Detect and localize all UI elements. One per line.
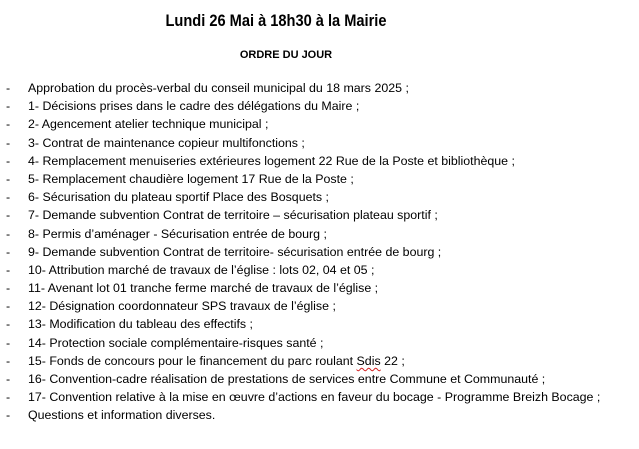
meeting-title: Lundi 26 Mai à 18h30 à la Mairie bbox=[165, 11, 387, 30]
agenda-item-text: 6- Sécurisation du plateau sportif Place des Bosquets ; bbox=[28, 190, 329, 205]
agenda-item-text: 1- Décisions prises dans le cadre des délégations du Maire ; bbox=[28, 99, 360, 114]
agenda-item-text: 5- Remplacement chaudière logement 17 Rue de la Poste ; bbox=[28, 171, 354, 186]
agenda-item-text: 9- Demande subvention Contrat de territoire- sécurisation entrée de bourg ; bbox=[28, 244, 442, 259]
agenda-item-text: 17- Convention relative à la mise en œuvre d’actions en faveur du bocage - Programme Breizh Bocage ; bbox=[28, 390, 601, 405]
agenda-item-text-part: 15- Fonds de concours pour le financement du parc roulant bbox=[28, 353, 357, 368]
agenda-item-text: 8- Permis d’aménager - Sécurisation entrée de bourg ; bbox=[28, 226, 327, 241]
agenda-item-text: 3- Contrat de maintenance copieur multifonctions ; bbox=[28, 135, 305, 150]
bullet-dash: - bbox=[6, 317, 11, 332]
spellcheck-flagged-word: Sdis bbox=[356, 353, 381, 368]
agenda-heading: ORDRE DU JOUR bbox=[239, 49, 333, 61]
bullet-dash: - bbox=[6, 171, 11, 186]
bullet-dash: - bbox=[6, 353, 11, 368]
bullet-dash: - bbox=[6, 408, 11, 423]
bullet-dash: - bbox=[6, 372, 11, 386]
agenda-item-text: Approbation du procès-verbal du conseil municipal du 18 mars 2025 ; bbox=[28, 81, 409, 95]
agenda-item-text: 2- Agencement atelier technique municipal ; bbox=[28, 117, 269, 132]
bullet-dash: - bbox=[6, 135, 11, 150]
bullet-dash: - bbox=[6, 262, 11, 277]
bullet-dash: - bbox=[6, 190, 11, 205]
agenda-item-text: Questions et information diverses. bbox=[28, 408, 216, 423]
agenda-item-text: 7- Demande subvention Contrat de territoire – sécurisation plateau sportif ; bbox=[28, 208, 438, 223]
bullet-dash: - bbox=[6, 226, 11, 241]
agenda-item-text bbox=[28, 352, 405, 370]
agenda-item-text: 14- Protection sociale complémentaire-risques santé ; bbox=[28, 335, 324, 350]
bullet-dash: - bbox=[6, 281, 11, 296]
bullet-dash: - bbox=[6, 208, 11, 223]
agenda-item-text-part: 22 ; bbox=[380, 353, 405, 368]
bullet-dash: - bbox=[6, 153, 11, 168]
bullet-dash: - bbox=[6, 117, 11, 132]
agenda-item-text: 10- Attribution marché de travaux de l’église : lots 02, 04 et 05 ; bbox=[28, 262, 375, 277]
agenda-item-text: 13- Modification du tableau des effectifs ; bbox=[28, 317, 254, 332]
bullet-dash: - bbox=[6, 81, 11, 95]
bullet-dash: - bbox=[6, 335, 11, 350]
agenda-item-text: 16- Convention-cadre réalisation de prestations de services entre Commune et Communauté ; bbox=[28, 372, 546, 386]
agenda-item-text: 11- Avenant lot 01 tranche ferme marché de travaux de l’église ; bbox=[28, 281, 379, 296]
bullet-dash: - bbox=[6, 299, 11, 314]
bullet-dash: - bbox=[6, 390, 11, 405]
agenda-item-text: 4- Remplacement menuiseries extérieures logement 22 Rue de la Poste et bibliothèque ; bbox=[28, 153, 515, 168]
bullet-dash: - bbox=[6, 99, 11, 114]
bullet-dash: - bbox=[6, 244, 11, 259]
agenda-item-text: 12- Désignation coordonnateur SPS travaux de l’église ; bbox=[28, 299, 336, 314]
